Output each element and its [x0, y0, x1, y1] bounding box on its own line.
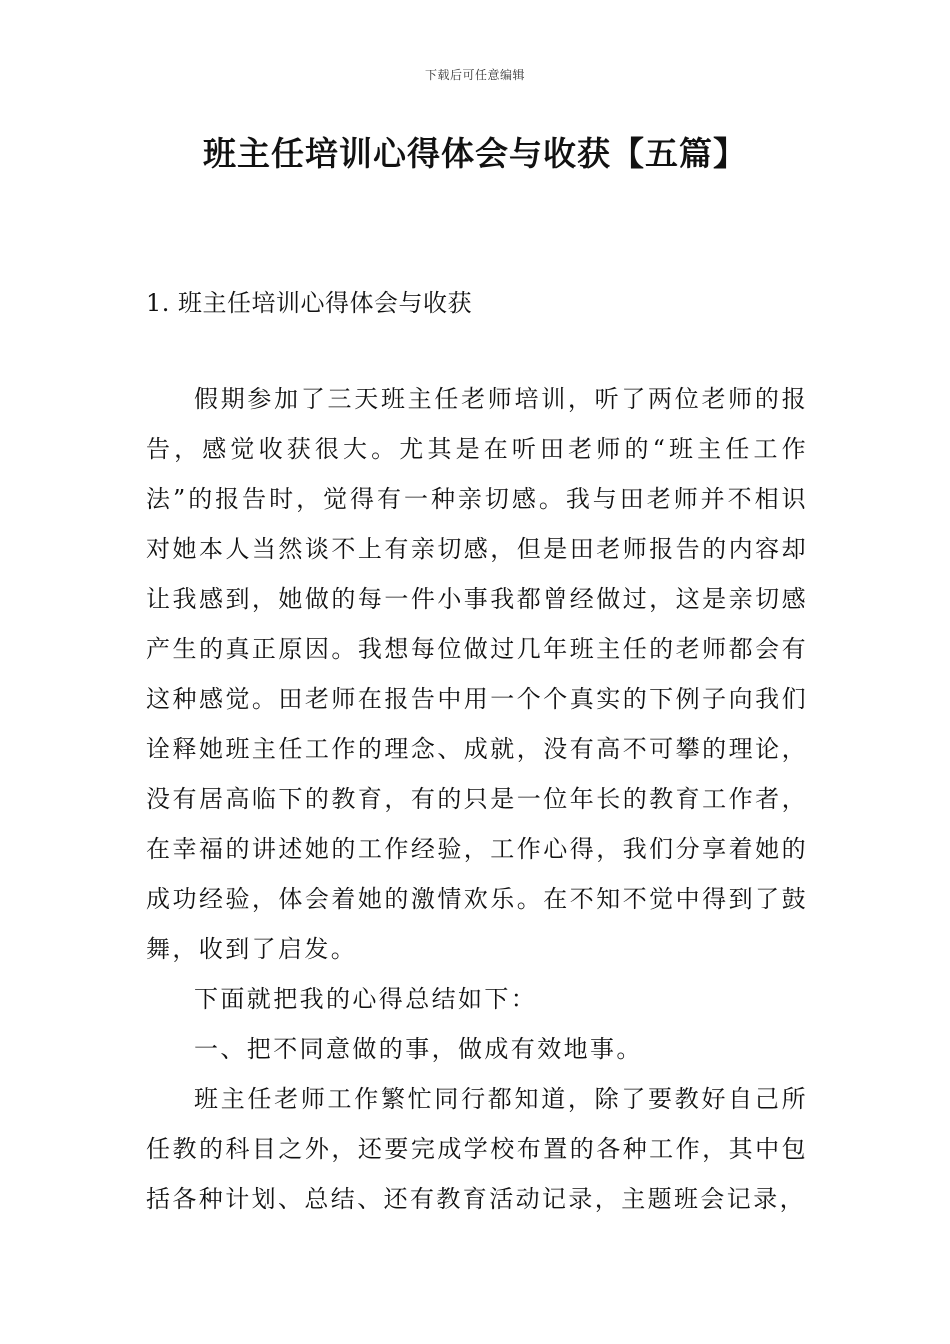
- paragraph-intro: 假期参加了三天班主任老师培训，听了两位老师的报告，感觉收获很大。尤其是在听田老师的“班主任工作法”的报告时，觉得有一种亲切感。我与田老师并不相识对她本人当然谈不上有亲切感，但是田老师报告的内容却让我感到，她做的每一件小事我都曾经做过，这是亲切感产生的真正原因。我想每位做过几年班主任的老师都会有这种感觉。田老师在报告中用一个个真实的下例子向我们诠释她班主任工作的理念、成就，没有高不可攀的理论，没有居高临下的教育，有的只是一位年长的教育工作者，在幸福的讲述她的工作经验，工作心得，我们分享着她的成功经验，体会着她的激情欢乐。在不知不觉中得到了鼓舞，收到了启发。: [146, 385, 808, 963]
- section-heading: 1. 班主任培训心得体会与收获: [146, 289, 473, 317]
- paragraph-summary-lead: 下面就把我的心得总结如下：: [194, 985, 538, 1013]
- document-body: [146, 374, 808, 1224]
- paragraph-point-one: 一、把不同意做的事，做成有效地事。: [194, 1035, 643, 1063]
- paragraph-point-one-detail: 班主任老师工作繁忙同行都知道，除了要教好自己所任教的科目之外，还要完成学校布置的各种工作，其中包括各种计划、总结、还有教育活动记录，主题班会记录，: [146, 1085, 808, 1213]
- page-header-note: 下载后可任意编辑: [424, 68, 525, 82]
- document-title: 班主任培训心得体会与收获【五篇】: [203, 134, 747, 173]
